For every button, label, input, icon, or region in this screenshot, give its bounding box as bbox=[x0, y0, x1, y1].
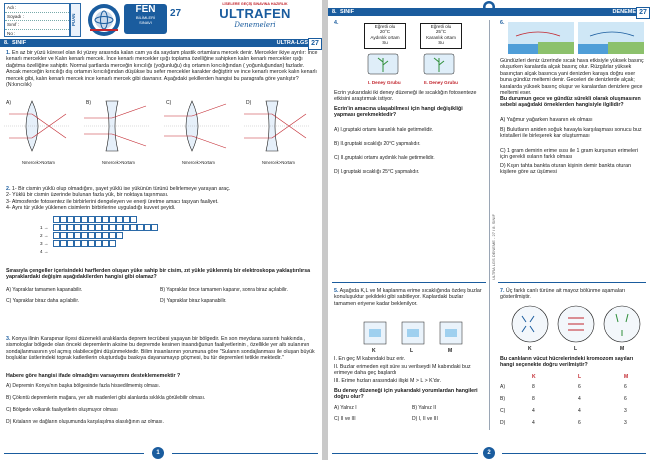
q5-statement-2: II. Buzlar erimeden eşit süre su verilseydi M kabındaki buz erimeye daha geç başlardı bbox=[334, 364, 471, 377]
question-number: 2. bbox=[6, 186, 11, 192]
question-text: Aşağıda K,L ve M kaplanma erime sıcaklığında özdeş buzlar konuluşuktur şekildeki gibi sabitleyor. Kaplardaki buzlar tamamen eriyene kadar beklenilyor. bbox=[334, 288, 482, 307]
row-m: 6 bbox=[624, 384, 627, 390]
q5-option-d[interactable]: D) I, II ve III bbox=[412, 416, 438, 422]
q4-option-a[interactable]: A) I.gruptaki ortamı karanlık hale getirmelidir. bbox=[334, 127, 434, 133]
q5-option-c[interactable]: C) II ve III bbox=[334, 416, 356, 422]
word-puzzle-grid bbox=[40, 216, 190, 254]
column-divider bbox=[489, 20, 490, 430]
q4-box1-line: Su bbox=[382, 40, 388, 46]
row-label-4: 4 → bbox=[40, 249, 49, 254]
row-k: 8 bbox=[532, 396, 535, 402]
exam-badge bbox=[124, 4, 167, 34]
exam-badge-line2: SINAVI bbox=[139, 20, 152, 25]
lens-option-b bbox=[84, 101, 150, 151]
lens-option-c bbox=[164, 101, 230, 151]
row-label-1: 1 → bbox=[40, 225, 49, 230]
q1-option-a[interactable]: A) bbox=[6, 100, 11, 106]
score-box: PUAN bbox=[70, 3, 81, 37]
page-badge: 27 bbox=[308, 38, 322, 50]
row-option: D) bbox=[500, 420, 506, 426]
q5-label-k: K bbox=[372, 348, 376, 354]
q4-box2-line: Eğretli olu bbox=[430, 24, 452, 29]
q7-question: Bu canlıların vücut hücrelerindeki kromozom sayıları hangi seçenekte doğru verilmiştir? bbox=[500, 356, 634, 369]
class-bar-page-1 bbox=[0, 39, 322, 47]
class-number: 8. bbox=[332, 9, 337, 15]
q4-box1-line: 20°C bbox=[379, 29, 391, 35]
question-1 bbox=[6, 50, 318, 88]
info-ad: Adı bbox=[7, 5, 14, 10]
q7-row-b[interactable] bbox=[500, 394, 646, 406]
q7-head-m: M bbox=[624, 374, 629, 380]
q7-row-c[interactable] bbox=[500, 406, 646, 418]
question-number: 5. bbox=[334, 288, 339, 294]
question-3 bbox=[6, 336, 318, 362]
q4-text: Ecrin yukarıdaki iki deney düzeneği ile sıcaklığın fotosenteze etkisini araştırmak istiyor. bbox=[334, 90, 477, 103]
class-label: SINIF bbox=[12, 40, 27, 46]
row-option: C) bbox=[500, 408, 506, 414]
exam-number: 27 bbox=[170, 8, 182, 19]
q7-head-k: K bbox=[532, 374, 536, 380]
exam-badge-title: FEN bbox=[135, 4, 156, 15]
row-option: B) bbox=[500, 396, 505, 402]
q1-option-b[interactable]: B) bbox=[86, 100, 91, 106]
q6-option-c[interactable]: C) 1 gram demirin erime ısısı ile 1 gram kurşunun erimeleri için gerekli ısıların farklı olması bbox=[500, 148, 639, 161]
row-l: 6 bbox=[578, 384, 581, 390]
question-number: 7. bbox=[500, 288, 505, 294]
exam-badge-line1: BİLİMLERİ bbox=[135, 15, 156, 20]
q4-number: 4. bbox=[334, 20, 339, 26]
exam-code: ULTRA-LGS bbox=[276, 40, 308, 46]
q4-option-d[interactable]: D) I.gruptaki sıcaklığı 25°C yapmalıdır. bbox=[334, 169, 420, 175]
q4-box2-line: Karanlık ortam bbox=[426, 34, 456, 40]
q3-option-c[interactable]: C) Bölgede volkanik faaliyetlerin oluşmuyor olması bbox=[6, 407, 118, 413]
q6-text: Gündüzleri deniz üzerinde sıcak hava etkisiyle yüksek basınç oluşurken karalarda alçak basınç olur. Rüzgârlar yüksek basınçtan alçak basınca yani denizden karaya doğru eser buna gündüz meltemi denir. Geceleri de denizlerde alçak; karalarda yüksek basınç oluşur ve karalardan denizlere gece meltemi eser. bbox=[500, 58, 644, 97]
q6-question: Bu durumun gece ve gündüz sürekli olarak oluşmasının sebebi aşağıdaki örneklerden hangisiyle ilgilidir? bbox=[500, 96, 641, 109]
question-5 bbox=[334, 288, 486, 307]
row-m: 6 bbox=[624, 396, 627, 402]
row-l: 4 bbox=[578, 396, 581, 402]
q1-label-c: Nmercek>Nortam bbox=[182, 160, 215, 165]
q7-row-a[interactable] bbox=[500, 382, 646, 394]
q7-cell-l: L bbox=[574, 346, 578, 352]
q4-box1-line: Eğretli olu bbox=[374, 24, 396, 29]
class-number: 8. bbox=[4, 40, 9, 46]
lens-option-a bbox=[4, 101, 70, 151]
q3-option-a[interactable]: A) Depremin Konya'nın başka bölgesinde fazla hissedilmemiş olması. bbox=[6, 383, 161, 389]
footer-line-right bbox=[172, 453, 318, 454]
q1-label-b: Nmercek>Nortam bbox=[102, 160, 135, 165]
row-label-3: 3 → bbox=[40, 241, 49, 246]
class-label: SINIF bbox=[340, 9, 355, 15]
student-info-box: Adı : Soyadı : Sınıf : No : bbox=[4, 3, 70, 37]
question-text: 1- Bir cismin yüklü olup olmadığını, şayet yüklü ise yükünün türünü belirlemeye yarayan araç. 2- Yüklü bir cismin üzerinde bulunan fazla yük, bir noktaya taşınması. 3- Atmosferde fotosentez ile birbirlerini dengeleyen ve enerji üretme amacı taşıyan faaliyet. 4- Aynı tür yükle yüklenen cisimlerin birbirlerine uyguladığı kuvvet şeyidi. bbox=[6, 186, 231, 212]
q1-option-d[interactable]: D) bbox=[246, 100, 252, 106]
row-label-2: 2 → bbox=[40, 233, 49, 238]
q7-row-d[interactable] bbox=[500, 418, 646, 430]
q7-head-l: L bbox=[578, 374, 582, 380]
row-l: 6 bbox=[578, 420, 581, 426]
ultrafen-logo-icon bbox=[86, 2, 122, 38]
row-l: 4 bbox=[578, 408, 581, 414]
q4-group-2: II. Deney Grubu bbox=[424, 80, 458, 85]
q5-statement-1: I. En geç M kabındaki buz erir. bbox=[334, 356, 406, 362]
q4-box-2 bbox=[420, 23, 462, 49]
q6-option-a[interactable]: A) Yağmur yağarken havanın ek olması bbox=[500, 117, 593, 123]
footer-line-right bbox=[502, 453, 646, 454]
separator bbox=[332, 282, 486, 283]
class-bar-page-2 bbox=[328, 8, 650, 16]
exam-label: DENEME bbox=[612, 9, 636, 15]
q7-cell-illustration bbox=[508, 302, 644, 346]
q5-label-m: M bbox=[448, 348, 453, 354]
q5-containers-illustration bbox=[358, 316, 468, 350]
brand-block bbox=[196, 2, 314, 30]
lens-diagrams bbox=[4, 96, 318, 160]
side-vertical-text: ULTRA LGS DENEME - 27 / 8. SINIF bbox=[491, 214, 496, 280]
q6-option-b[interactable]: B) Bulutların aniden soğuk havayla karşılaşması sonucu buz kristalleri ile birleşerek kar oluşturması bbox=[500, 127, 642, 140]
q2-option-a[interactable]: A) Yapraklar tamamen kapanabilir. bbox=[6, 287, 83, 293]
q2-option-c[interactable]: C) Yapraklar biraz daha açılabilir. bbox=[6, 298, 80, 304]
q3-option-d[interactable]: D) Kıtaların ve dağların oluşumunda karşılaşılma olasılığının az olması. bbox=[6, 419, 164, 425]
q6-option-d[interactable]: D) Kışın tahta bankta oturan kişinin demir bankta oturan kişilere göre az üşümesi bbox=[500, 163, 632, 176]
question-2 bbox=[6, 186, 318, 212]
q5-option-b[interactable]: B) Yalnız II bbox=[412, 405, 436, 411]
separator bbox=[498, 282, 646, 283]
question-text: Konya ilinin Karapınar ilçesi düzenekli aralıklarda deprem tecrübesi yaşayan bir bölgedir. En son meydana sarsıntı hakkında , sismologlar bölgede olan önceki depremlerin aksine bu depremde kesinen insandığunun faaliyetlerinin , özellikle yer altı sulanının sondajlanmasının yol açmış olabileceğini düşünmektedir. Bilim insanlarının yorumuna göre "Sulanın sondajlanması ile oluşan büyük boşluklar üstlerindeki toprak katlerilerin oluşturduğu baskıya dayanamayıp göçmesi, bu tür depremleri tetikle mektedir." bbox=[6, 336, 315, 362]
q4-experiment-illustration bbox=[362, 48, 466, 78]
brand-tagline: LİSELERE GEÇİŞ SINAVINA HAZIRLIK bbox=[222, 2, 288, 6]
question-text: Üç farklı canlı türüne ait mayoz bölünme aşamaları gösterilmiştir. bbox=[500, 288, 626, 301]
q5-statement-3: III. Erime hızları arasındaki ilişki M > L > K'dır. bbox=[334, 378, 442, 384]
q1-option-c[interactable]: C) bbox=[166, 100, 172, 106]
q7-cell-k: K bbox=[528, 346, 532, 352]
row-k: 4 bbox=[532, 420, 535, 426]
q5-option-a[interactable]: A) Yalnız I bbox=[334, 405, 357, 411]
q4-box-1 bbox=[364, 23, 406, 49]
info-no: No bbox=[7, 30, 13, 36]
q4-box2-line: Su bbox=[438, 40, 444, 46]
q6-breeze-illustration bbox=[508, 22, 644, 54]
q4-option-b[interactable]: B) II.gruptaki sıcaklığı 20°C yapmalıdır. bbox=[334, 141, 421, 147]
q2-option-b[interactable]: B) Yapraklar önce tamamen kapanır, sonra biraz açılabilir. bbox=[160, 287, 288, 293]
q5-question: Bu deney düzeneği için yukarıdaki yorumlardan hangileri doğru olur? bbox=[334, 388, 478, 401]
row-k: 4 bbox=[532, 408, 535, 414]
q2-option-d[interactable]: D) Yapraklar biraz kapanabilir. bbox=[160, 298, 227, 304]
page-1 bbox=[0, 0, 322, 460]
row-option: A) bbox=[500, 384, 505, 390]
brand-name: ULTRAFEN bbox=[219, 6, 291, 21]
row-m: 3 bbox=[624, 408, 627, 414]
question-number: 1. bbox=[6, 50, 11, 56]
q7-answer-table bbox=[500, 372, 646, 430]
info-sinif: Sınıf bbox=[7, 22, 17, 28]
q3-question: Habere göre hangisi ifade olmadığını varsayımını desteklememektir ? bbox=[6, 373, 181, 379]
q5-label-l: L bbox=[410, 348, 414, 354]
question-text: En az bir yüzü küresel olan iki yüzey arasında kalan cam ya da saydam plastik ortamlara mercek denir. Mercekler ikiye ayrılır: İnce kenarlı mercekler ve Kalın kenarlı mercek. İnce kenarlı mercekler ışığı toplama özelliğine sahipken kalın kenarlı mercekler ışığı dağıtma özelliğine sahiptir. Normal şartlarda merceğin kırıcılığı (yoğunluğu) dış ortamın kırıcılığından ( yoğunluğundan) fazladır. Ancak merceğin kırıcılığı dış ortamın kırıcılığından düşükse bu sefer mercekler karakter değiştirir ve ince kenarlı mercek kalın kenarlı mercek gibi, kalın kenarlı mercek ince kenarlı mercek gibi davranır. Aşağıdaki şekillerden hangisi bu paragrafa göre yanlıştır? (N:kırıcılık) bbox=[6, 50, 318, 89]
page-2 bbox=[328, 0, 650, 460]
q1-label-d: Nmercek>Nortam bbox=[262, 160, 295, 165]
page-1-header bbox=[0, 0, 322, 38]
q2-question: Sırasıyla çengeller içerisindeki harflerden oluşan yüke sahip bir cisim, zıt yükle yüklenmiş bir elektroskopa yaklaştırılırsa yapraklardaki değişim aşağıdakilerden hangisi gibi olamaz? bbox=[6, 268, 311, 281]
lens-option-d bbox=[244, 101, 310, 151]
q1-label-a: Nmercek>Nortam bbox=[22, 160, 55, 165]
row-k: 8 bbox=[532, 384, 535, 390]
footer-line-left bbox=[4, 453, 144, 454]
footer-line-left bbox=[332, 453, 478, 454]
q6-number: 6. bbox=[500, 20, 505, 26]
q7-cell-m: M bbox=[620, 346, 625, 352]
q4-group-1: I. Deney Grubu bbox=[368, 80, 401, 85]
q4-box2-line: 25°C bbox=[435, 29, 447, 35]
q4-box1-line: Aydınlık ortam bbox=[370, 34, 400, 40]
row-m: 3 bbox=[624, 420, 627, 426]
question-7 bbox=[500, 288, 646, 301]
page-badge: 27 bbox=[636, 7, 650, 19]
page-number-1: 1 bbox=[152, 447, 164, 459]
brand-sub: Denemeleri bbox=[234, 21, 276, 29]
q4-option-c[interactable]: C) II.gruptaki ortamı aydınlık hale getirmelidir. bbox=[334, 155, 435, 161]
q3-option-b[interactable]: B) Çökıntü depremlerin mağara, yer altı madenleri gibi alanlarda sıklıkla görülebilir olması. bbox=[6, 395, 206, 401]
page-number-2: 2 bbox=[483, 447, 495, 459]
question-number: 3. bbox=[6, 336, 11, 342]
q4-question: Ecrin'in amacına ulaşabilmesi için hangi değişikliği yapması gerekmektedir? bbox=[334, 106, 463, 119]
info-soyad: Soyadı bbox=[7, 13, 22, 19]
